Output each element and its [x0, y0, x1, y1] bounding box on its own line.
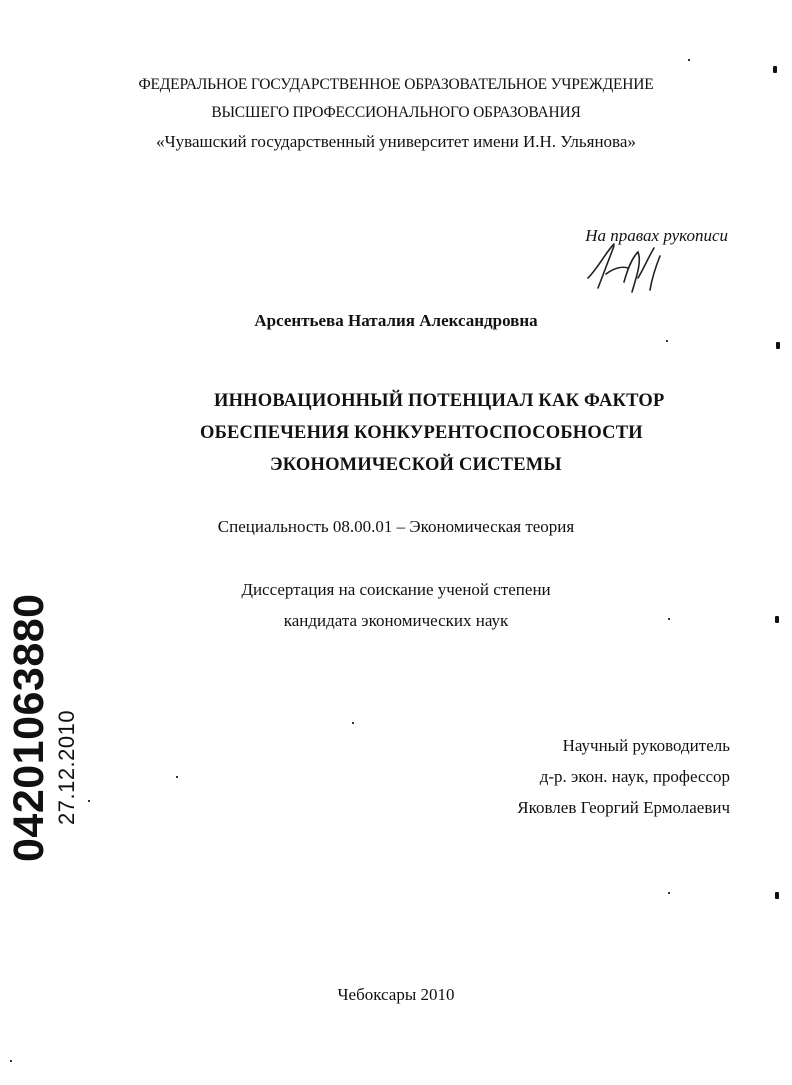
degree-line-1: Диссертация на соискание ученой степени — [241, 580, 551, 599]
supervisor-role: Научный руководитель — [562, 736, 730, 755]
signature-image — [584, 238, 664, 300]
university-name: «Чувашский государственный университет имени И.Н. Ульянова» — [156, 132, 636, 151]
specialty: Специальность 08.00.01 – Экономическая теория — [217, 517, 575, 536]
supervisor-name: Яковлев Георгий Ермолаевич — [517, 798, 730, 817]
title-line-1: ИННОВАЦИОННЫЙ ПОТЕНЦИАЛ КАК ФАКТОР — [214, 391, 665, 411]
place-year: Чебоксары 2010 — [337, 985, 455, 1004]
scan-mark — [776, 342, 780, 349]
scan-speck — [666, 340, 668, 342]
title-line-2: ОБЕСПЕЧЕНИЯ КОНКУРЕНТОСПОСОБНОСТИ — [200, 423, 643, 443]
author-name: Арсентьева Наталия Александровна — [254, 311, 538, 330]
scan-speck — [10, 1060, 12, 1062]
institution-line-1: ФЕДЕРАЛЬНОЕ ГОСУДАРСТВЕННОЕ ОБРАЗОВАТЕЛЬНОЕ УЧРЕЖДЕНИЕ — [138, 76, 654, 93]
scan-mark — [775, 892, 779, 899]
title-line-3: ЭКОНОМИЧЕСКОЙ СИСТЕМЫ — [270, 455, 562, 475]
manuscript-note: На правах рукописи — [585, 226, 728, 245]
scan-speck — [688, 59, 690, 61]
institution-line-2: ВЫСШЕГО ПРОФЕССИОНАЛЬНОГО ОБРАЗОВАНИЯ — [211, 104, 581, 121]
scan-speck — [352, 722, 354, 724]
library-stamp-date: 27.12.2010 — [54, 709, 79, 825]
scan-speck — [88, 800, 90, 802]
supervisor-credentials: д-р. экон. наук, профессор — [539, 767, 730, 786]
scan-speck — [668, 892, 670, 894]
scan-mark — [775, 616, 779, 623]
degree-line-2: кандидата экономических наук — [283, 611, 509, 630]
scan-speck — [176, 776, 178, 778]
scan-speck — [668, 618, 670, 620]
scan-mark — [773, 66, 777, 73]
library-stamp-number: 04201063880 — [5, 593, 53, 862]
